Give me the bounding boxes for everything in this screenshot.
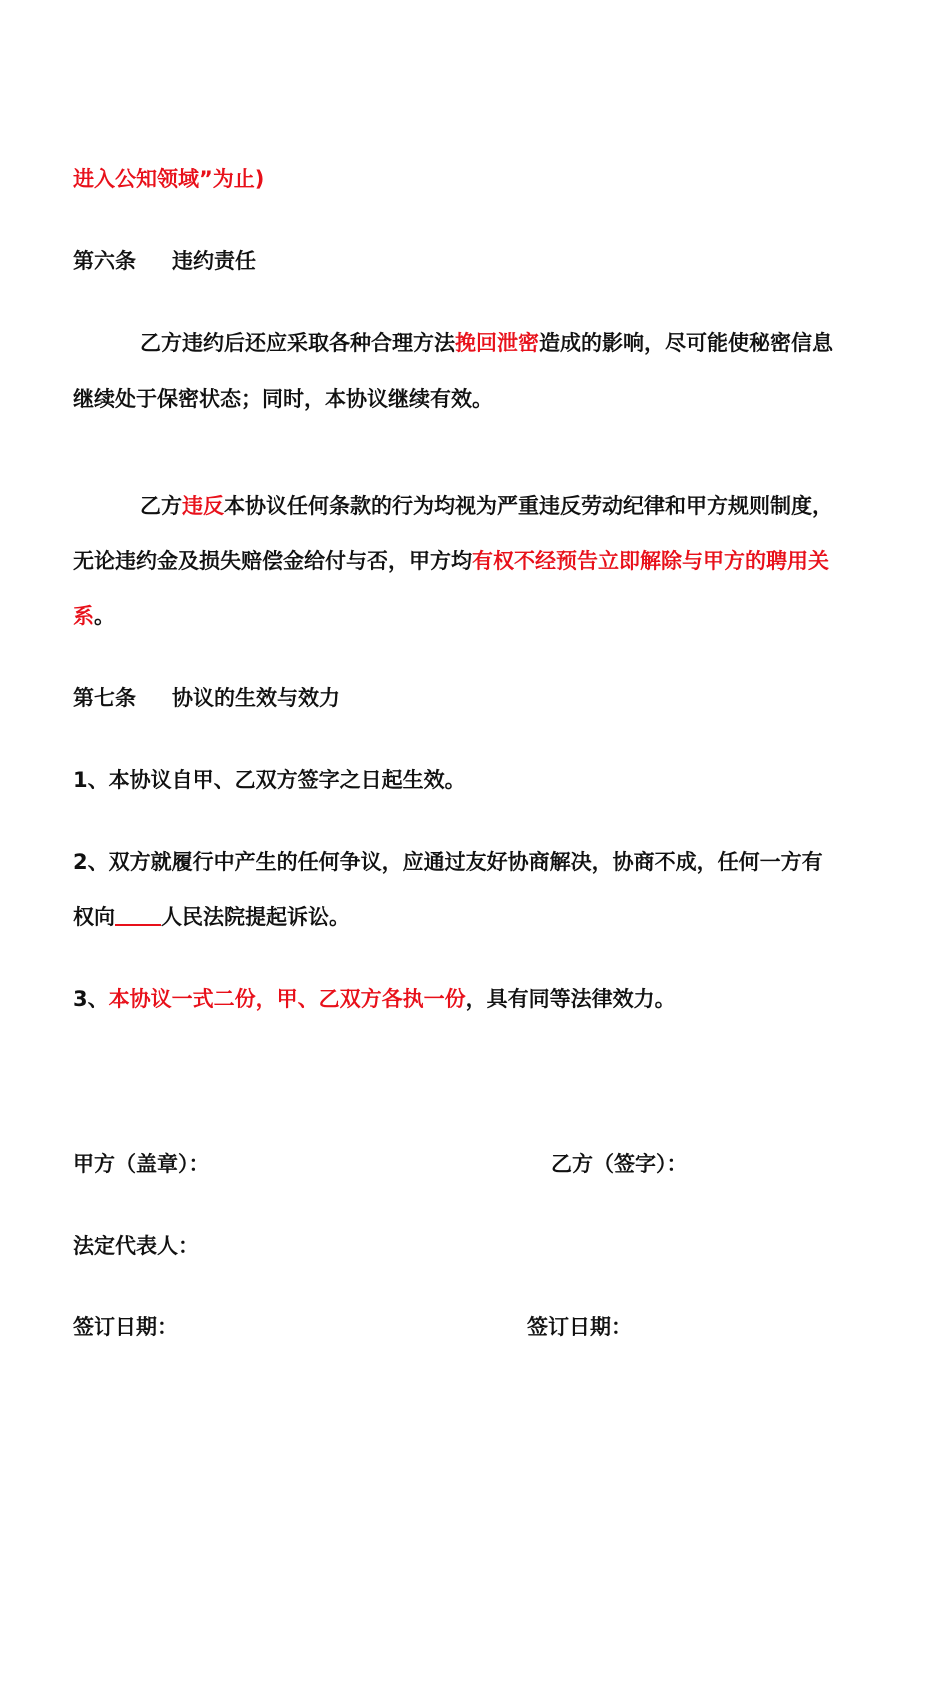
text: 人民法院提起诉讼。 — [161, 905, 350, 929]
text: 3、 — [73, 987, 109, 1011]
highlight-text: 挽回泄密 — [455, 331, 539, 355]
article7-item1: 1、本协议自甲、乙双方签字之日起生效。 — [73, 768, 466, 792]
text: 造成的影响，尽可能使秘密信息 — [539, 331, 833, 355]
article7-item3 — [73, 984, 676, 1014]
party-a-seal-label: 甲方（盖章）： — [73, 1152, 210, 1176]
highlight-text: 有权不经预告立即解除与甲方的聘用关 — [472, 549, 829, 573]
fragment-top: 进入公知领域”为止) — [73, 167, 265, 191]
article6-title: 违约责任 — [172, 249, 256, 273]
date-b-label: 签订日期： — [527, 1315, 632, 1339]
text: 乙方违约后还应采取各种合理方法 — [140, 331, 455, 355]
text: 。 — [94, 604, 115, 628]
court-blank-field — [115, 904, 161, 926]
article6-para2-line2 — [73, 546, 829, 576]
text: 无论违约金及损失赔偿金给付与否，甲方均 — [73, 549, 472, 573]
party-b-sign-label: 乙方（签字）： — [551, 1152, 688, 1176]
text: 权向 — [73, 905, 115, 929]
article6-para1-line2: 继续处于保密状态；同时，本协议继续有效。 — [73, 387, 493, 411]
text: 本协议任何条款的行为均视为严重违反劳动纪律和甲方规则制度， — [224, 494, 833, 518]
article6-heading — [73, 246, 256, 276]
text: 乙方 — [140, 494, 182, 518]
highlight-text: 违反 — [182, 494, 224, 518]
article6-para1-line1 — [140, 328, 833, 358]
article7-item2-line1: 2、双方就履行中产生的任何争议，应通过友好协商解决，协商不成，任何一方有 — [73, 850, 823, 874]
date-a-label: 签订日期： — [73, 1315, 178, 1339]
article7-title: 协议的生效与效力 — [172, 686, 340, 710]
highlight-text: 系 — [73, 604, 94, 628]
article6-number: 第六条 — [73, 249, 136, 273]
article7-heading — [73, 683, 340, 713]
text: ，具有同等法律效力。 — [465, 987, 676, 1011]
article7-item2-line2 — [73, 902, 350, 932]
article7-number: 第七条 — [73, 686, 136, 710]
highlight-text: 本协议一式二份，甲、乙双方各执一份 — [108, 987, 466, 1011]
article6-para2-line3 — [73, 601, 115, 631]
article6-para2-line1 — [140, 491, 833, 521]
legal-rep-label: 法定代表人： — [73, 1234, 199, 1258]
